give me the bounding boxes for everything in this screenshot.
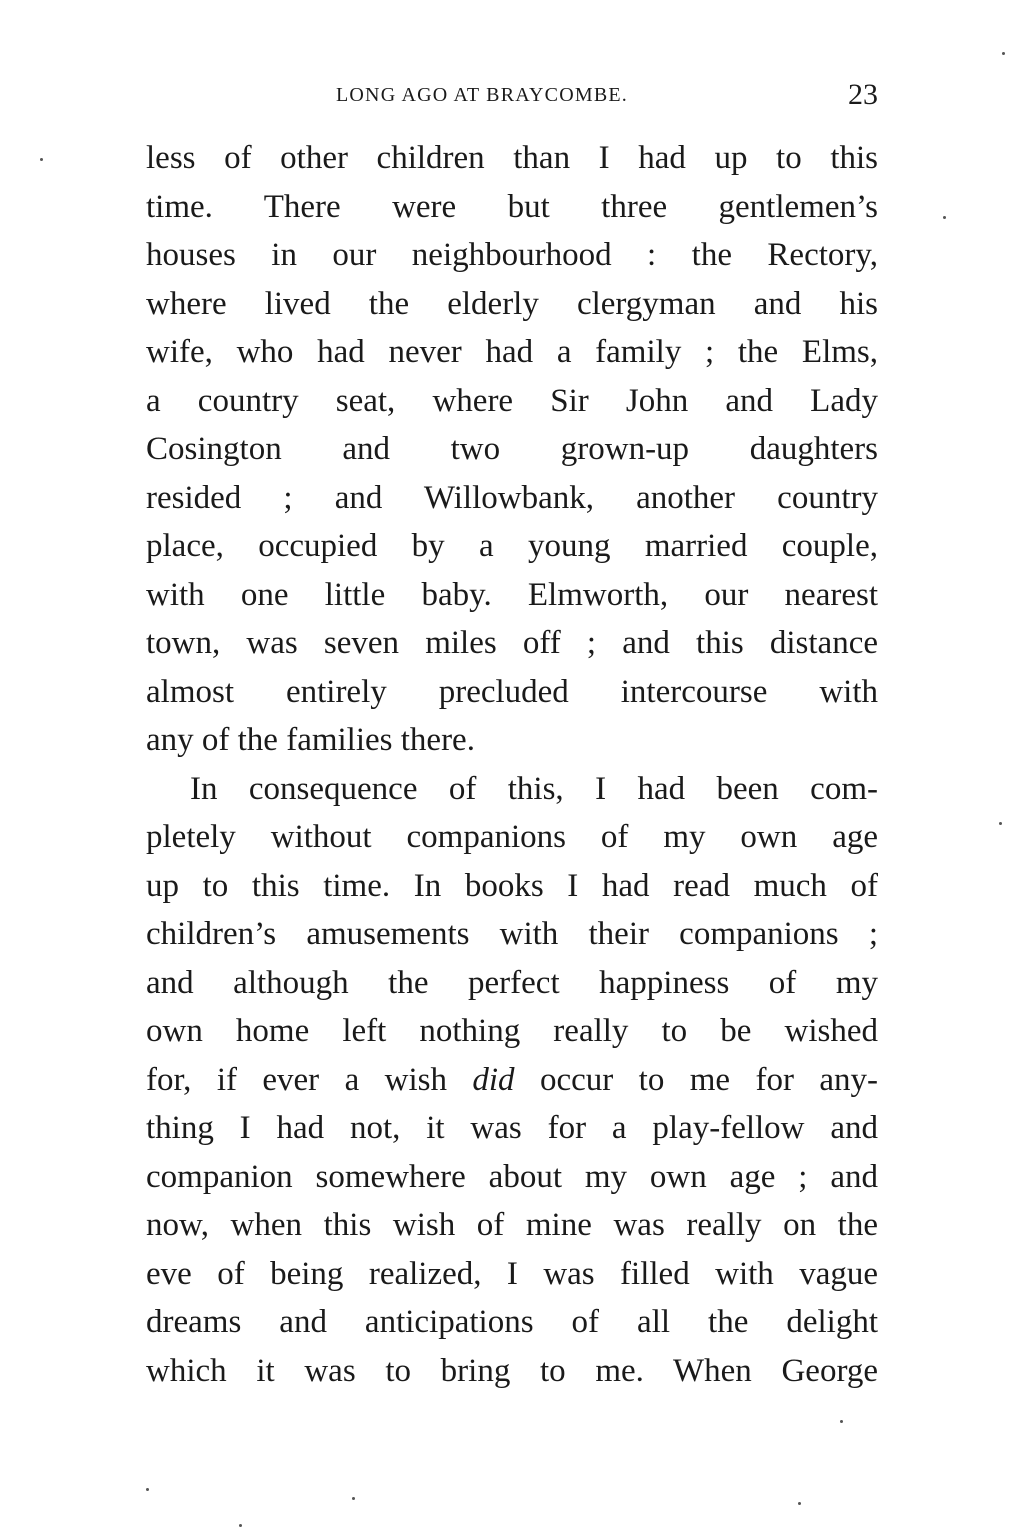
text-line: wife, who had never had a family ; the Elms, (146, 334, 878, 370)
text-line: In consequence of this, I had been com- (190, 770, 878, 807)
scan-speck (840, 1420, 843, 1423)
text-line: any of the families there. (146, 722, 475, 758)
text-line: where lived the elderly clergyman and his (146, 285, 878, 322)
running-title: LONG AGO AT BRAYCOMBE. (336, 84, 629, 106)
page-number: 23 (848, 78, 878, 111)
text-line: less of other children than I had up to this (146, 140, 878, 176)
text-segment: occur to me for any- (514, 1061, 878, 1098)
text-line: resided ; and Willowbank, another country (146, 479, 878, 516)
emphasis-word: did (472, 1061, 515, 1098)
text-line-italic (146, 1056, 878, 1105)
text-line: time. There were but three gentlemen’s (146, 188, 878, 225)
text-line: pletely without companions of my own age (146, 819, 878, 855)
text-line: houses in our neighbourhood : the Rectory, (146, 237, 878, 273)
scan-speck (146, 1488, 149, 1491)
text-line: dreams and anticipations of all the delight (146, 1304, 878, 1340)
text-line: town, was seven miles off ; and this distance (146, 625, 878, 661)
text-line: now, when this wish of mine was really on the (146, 1207, 878, 1243)
scan-speck (239, 1524, 242, 1527)
text-segment: for, if ever a wish (146, 1061, 473, 1098)
scan-speck (798, 1502, 801, 1505)
running-head (146, 78, 878, 112)
scan-speck (1002, 52, 1005, 55)
text-line: Cosington and two grown-up daughters (146, 431, 878, 467)
scan-speck (943, 216, 946, 219)
text-line: almost entirely precluded intercourse with (146, 673, 878, 710)
scan-speck (999, 822, 1002, 825)
text-line: thing I had not, it was for a play-fellow and (146, 1110, 878, 1146)
text-line: which it was to bring to me. When George (146, 1352, 878, 1389)
scan-speck (40, 158, 43, 161)
body-text (146, 134, 878, 1395)
text-line: children’s amusements with their companions ; (146, 916, 878, 952)
text-line: and although the perfect happiness of my (146, 964, 878, 1001)
text-line: companion somewhere about my own age ; and (146, 1158, 878, 1195)
text-line: up to this time. In books I had read much of (146, 867, 878, 904)
text-line: place, occupied by a young married couple, (146, 528, 878, 564)
text-line: a country seat, where Sir John and Lady (146, 382, 878, 419)
scan-speck (352, 1497, 355, 1500)
text-line: eve of being realized, I was filled with vague (146, 1255, 878, 1292)
text-line: with one little baby. Elmworth, our nearest (146, 576, 878, 613)
text-line: own home left nothing really to be wished (146, 1013, 878, 1049)
